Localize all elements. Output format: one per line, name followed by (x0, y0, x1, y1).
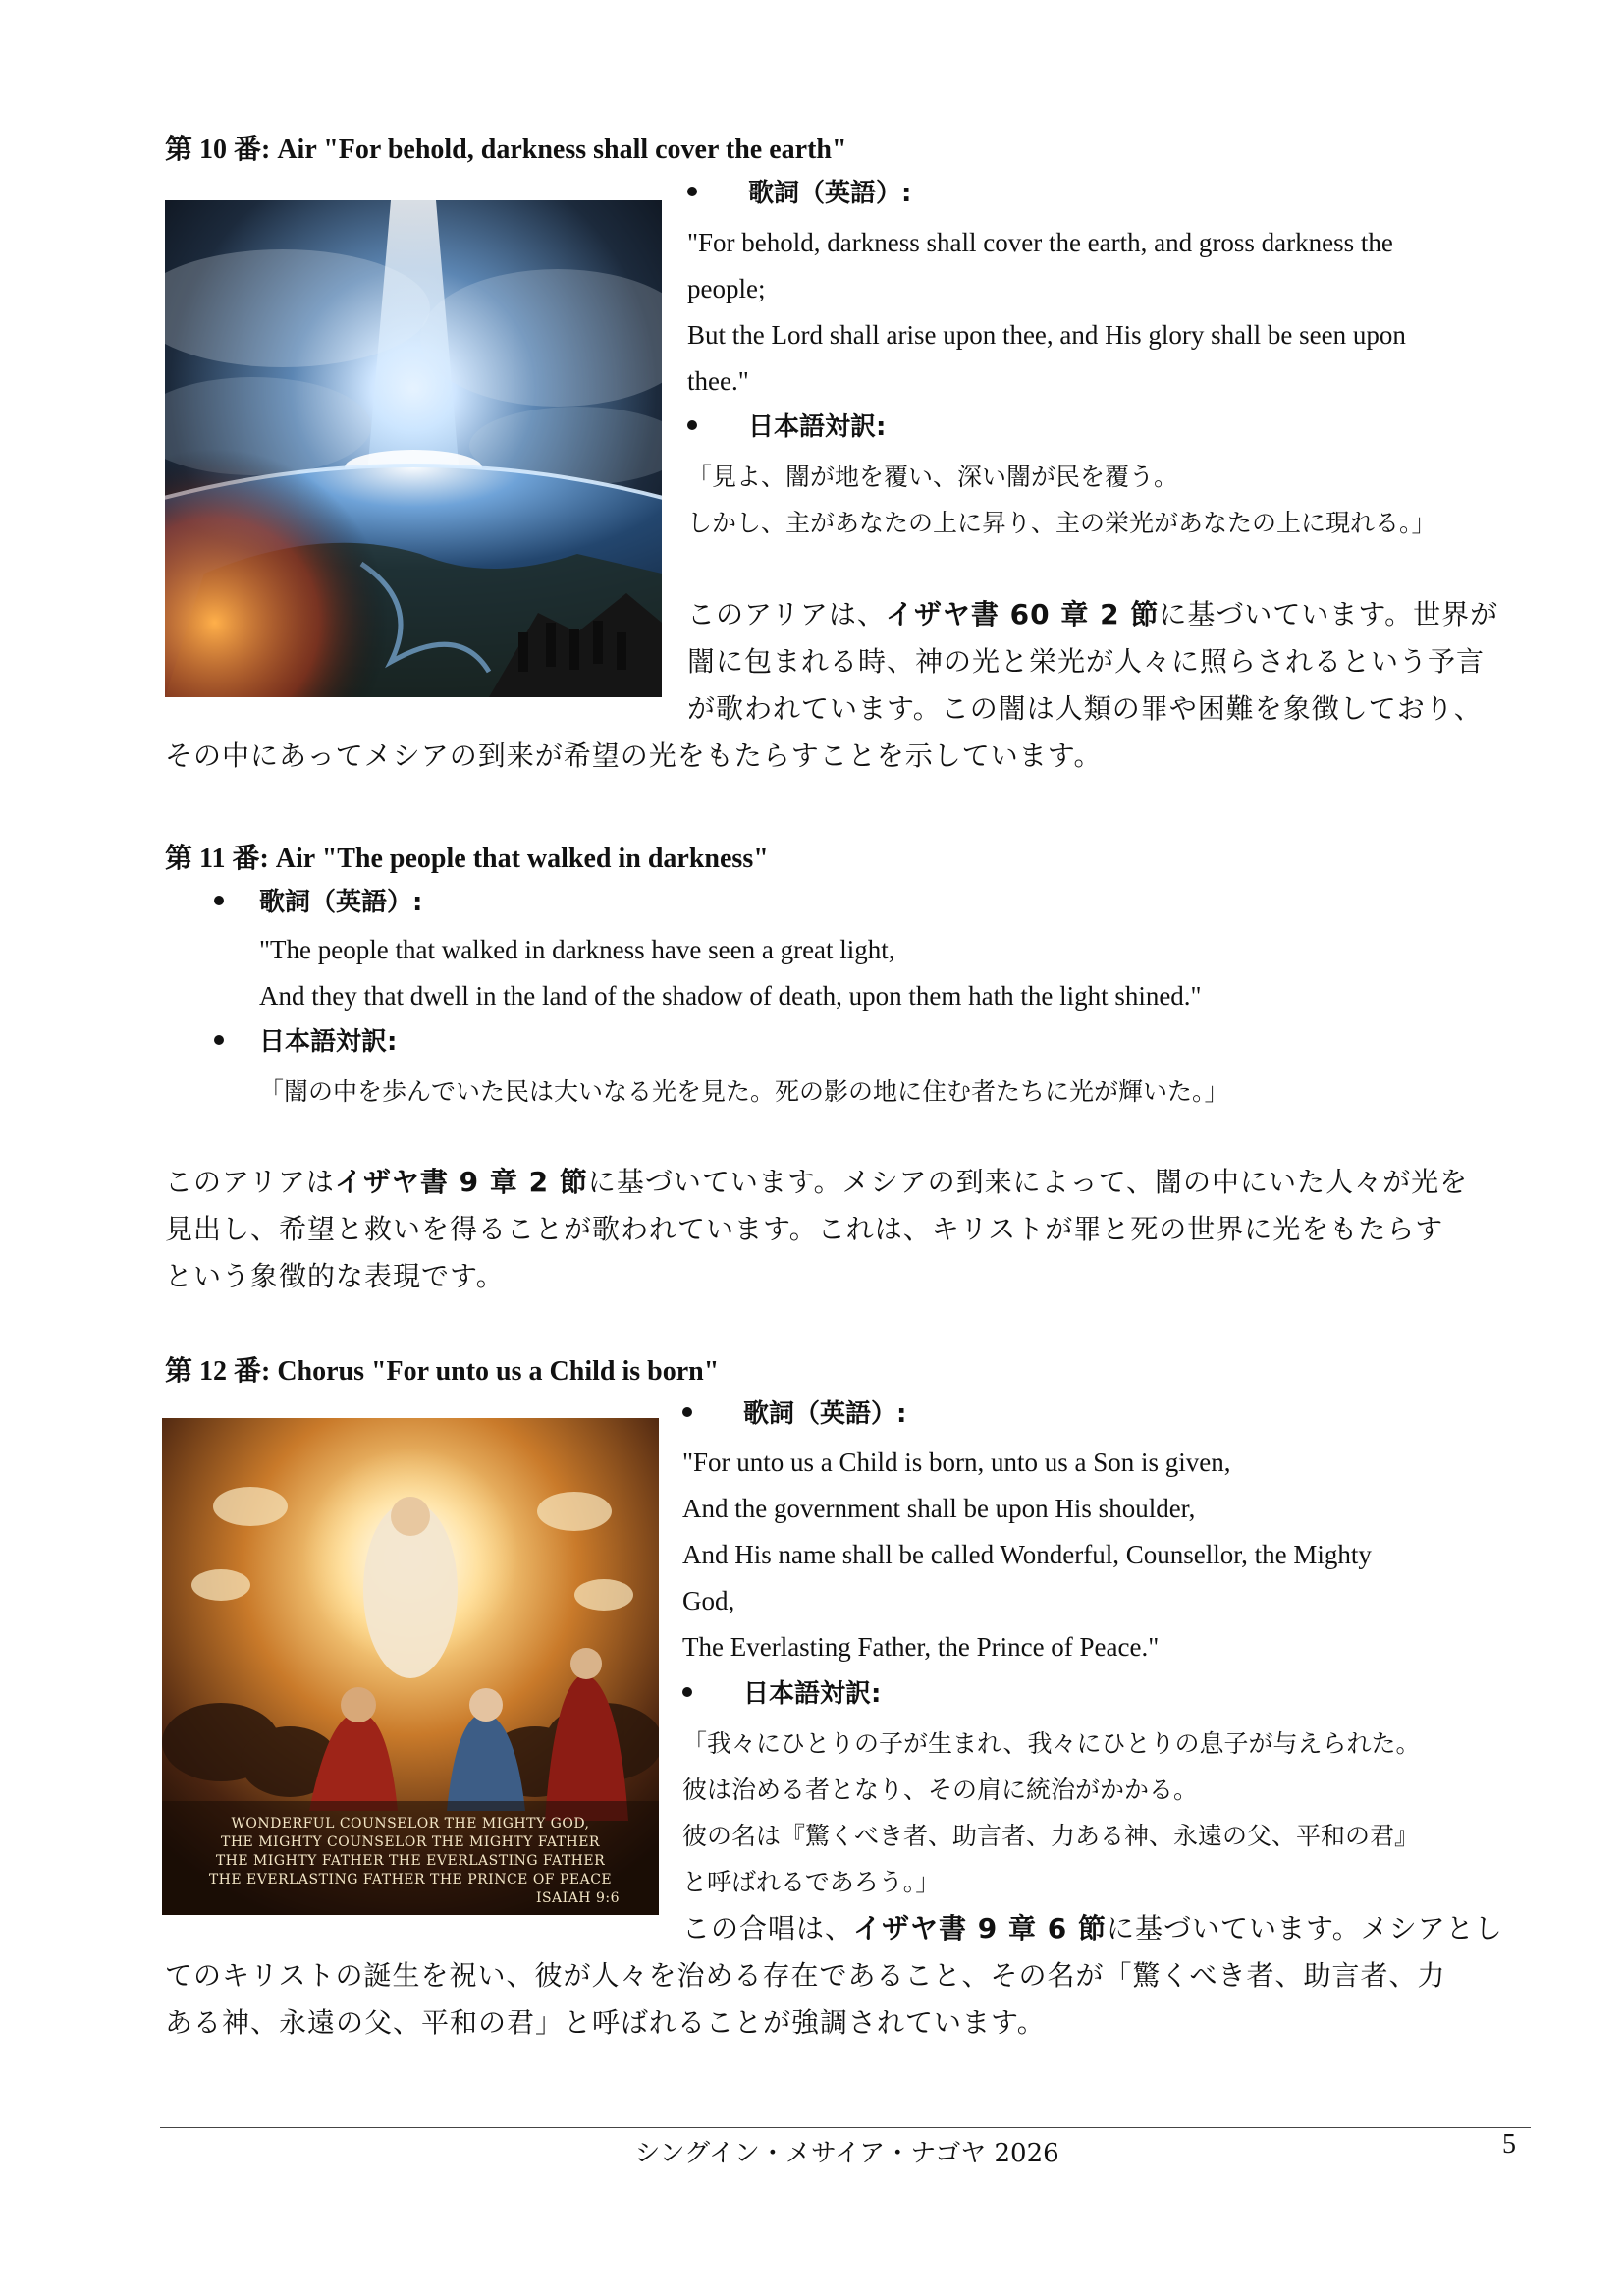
lyrics-line: thee." (687, 366, 749, 396)
translation-label: 日本語対訳: (743, 1679, 882, 1709)
commentary-line: その中にあってメシアの到来が希望の光をもたらすことを示しています。 (165, 739, 1103, 772)
bullet-dot-icon (687, 420, 697, 430)
lyrics-line: people; (687, 274, 766, 303)
lyrics-line: God, (682, 1586, 735, 1615)
commentary-line: てのキリストの誕生を祝い、彼が人々を治める存在であること、その名が「驚くべき者、助言者、力 (165, 1959, 1446, 1992)
commentary-line: このアリアは、イザヤ書 60 章 2 節に基づいています。世界が (687, 598, 1499, 630)
commentary-line: この合唱は、イザヤ書 9 章 6 節に基づいています。メシアとし (682, 1912, 1503, 1944)
footer-divider (160, 2127, 1531, 2128)
section-11-title: 第 11 番: Air "The people that walked in darkness" (165, 844, 769, 874)
s11-lyrics-bullet (214, 882, 422, 918)
translation-line: しかし、主があなたの上に昇り、主の栄光があなたの上に現れる。」 (687, 509, 1436, 537)
commentary-line: このアリアはイザヤ書 9 章 2 節に基づいています。メシアの到来によって、闇の中にいた人々が光を (165, 1166, 1469, 1198)
bullet-dot-icon (682, 1687, 692, 1697)
s10-translation-bullet (687, 407, 886, 443)
lyrics-label: 歌詞（英語）: (259, 888, 423, 917)
lyrics-line: The Everlasting Father, the Prince of Peace." (682, 1632, 1160, 1662)
translation-label: 日本語対訳: (748, 412, 887, 442)
lyrics-label: 歌詞（英語）: (748, 179, 912, 208)
lyrics-label: 歌詞（英語）: (743, 1399, 907, 1429)
s12-translation-bullet (682, 1673, 881, 1710)
translation-line: と呼ばれるであろう。」 (682, 1868, 941, 1896)
translation-line: 彼の名は『驚くべき者、助言者、力ある神、永遠の父、平和の君』 (682, 1822, 1420, 1850)
lyrics-line: "The people that walked in darkness have seen a great light, (259, 935, 895, 964)
section-12-title: 第 12 番: Chorus "For unto us a Child is born" (165, 1356, 720, 1387)
lyrics-line: And the government shall be upon His shoulder, (682, 1494, 1196, 1523)
bullet-dot-icon (682, 1407, 692, 1417)
translation-line: 「見よ、闇が地を覆い、深い闇が民を覆う。 (687, 463, 1179, 491)
page-number: 5 (1502, 2129, 1516, 2159)
lyrics-line: And they that dwell in the land of the shadow of death, upon them hath the light shined." (259, 981, 1202, 1011)
caption-line: THE MIGHTY FATHER THE EVERLASTING FATHER (215, 1853, 606, 1869)
commentary-line: 闇に包まれる時、神の光と栄光が人々に照らされるという予言 (687, 645, 1486, 678)
child-born-illustration (162, 1418, 659, 1915)
translation-line: 「闇の中を歩んでいた民は大いなる光を見た。死の影の地に住む者たちに光が輝いた。」 (259, 1077, 1229, 1106)
caption-line: WONDERFUL COUNSELOR THE MIGHTY GOD, (231, 1816, 590, 1831)
s11-translation-bullet (214, 1021, 397, 1058)
lyrics-line: And His name shall be called Wonderful, Counsellor, the Mighty (682, 1540, 1372, 1569)
commentary-line: ある神、永遠の父、平和の君」と呼ばれることが強調されています。 (165, 2006, 1046, 2039)
translation-line: 彼は治める者となり、その肩に統治がかかる。 (682, 1776, 1199, 1804)
lyrics-line: "For behold, darkness shall cover the earth, and gross darkness the (687, 228, 1393, 257)
commentary-line: が歌われています。この闇は人類の罪や困難を象徴しており、 (687, 692, 1483, 725)
commentary-line: という象徴的な表現です。 (165, 1260, 505, 1292)
s12-lyrics-bullet (682, 1394, 906, 1430)
caption-line: THE EVERLASTING FATHER THE PRINCE OF PEACE (208, 1872, 613, 1887)
section-10-title: 第 10 番: Air "For behold, darkness shall cover the earth" (165, 135, 847, 165)
image-caption (162, 1815, 659, 1908)
commentary-line: 見出し、希望と救いを得ることが歌われています。これは、キリストが罪と死の世界に光をもたらす (165, 1213, 1444, 1245)
darkness-earth-illustration (165, 200, 662, 697)
bullet-dot-icon (214, 896, 224, 905)
darkness-earth-image (165, 200, 662, 697)
lyrics-line: "For unto us a Child is born, unto us a Son is given, (682, 1448, 1231, 1477)
translation-label: 日本語対訳: (259, 1027, 398, 1057)
bullet-dot-icon (214, 1035, 224, 1045)
caption-line: ISAIAH 9:6 (535, 1890, 620, 1906)
footer-title: シングイン・メサイア・ナゴヤ 2026 (634, 2139, 1059, 2168)
caption-line: THE MIGHTY COUNSELOR THE MIGHTY FATHER (221, 1834, 600, 1850)
lyrics-line: But the Lord shall arise upon thee, and His glory shall be seen upon (687, 320, 1406, 350)
translation-line: 「我々にひとりの子が生まれ、我々にひとりの息子が与えられた。 (682, 1729, 1421, 1758)
bullet-dot-icon (687, 187, 697, 196)
s10-lyrics-bullet (687, 173, 911, 209)
